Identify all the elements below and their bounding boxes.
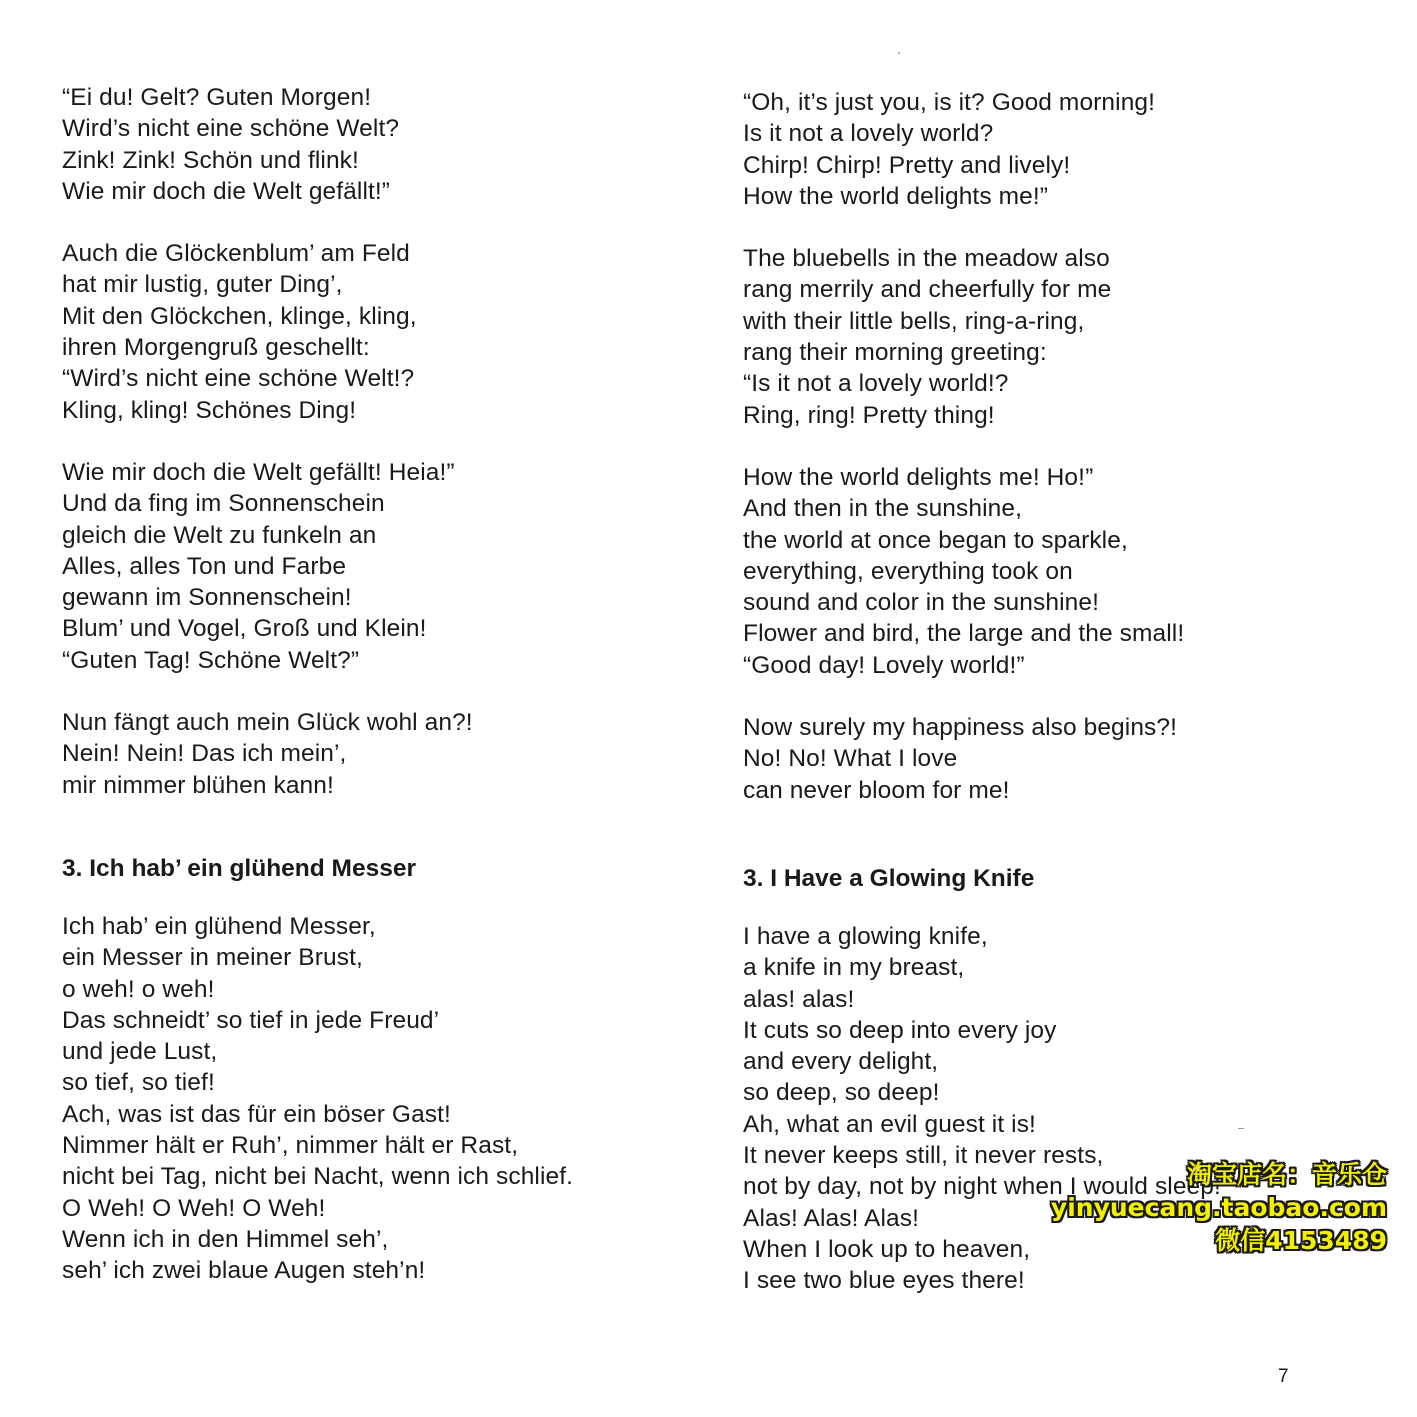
verse-line: O Weh! O Weh! O Weh! — [62, 1194, 326, 1222]
verse-line: Wenn ich in den Himmel seh’, — [62, 1225, 389, 1253]
verse-line: seh’ ich zwei blaue Augen steh’n! — [62, 1257, 426, 1285]
german-stanza-2 — [62, 238, 702, 426]
verse-line: a knife in my breast, — [743, 954, 965, 982]
verse-line: Ah, what an evil guest it is! — [743, 1110, 1036, 1138]
verse-line: sound and color in the sunshine! — [743, 589, 1099, 617]
german-stanza-1 — [62, 82, 702, 207]
scan-speck — [898, 52, 900, 54]
verse-line: Kling, kling! Schönes Ding! — [62, 396, 357, 424]
verse-line: Nein! Nein! Das ich mein’, — [62, 740, 347, 768]
watermark-shop-name: 淘宝店名：音乐仓 — [1186, 1160, 1387, 1189]
verse-line: Wird’s nicht eine schöne Welt? — [62, 115, 400, 143]
verse-line: so tief, so tief! — [62, 1069, 215, 1097]
verse-line: so deep, so deep! — [743, 1079, 940, 1107]
verse-line: rang merrily and cheerfully for me — [743, 276, 1112, 304]
verse-line: Mit den Glöckchen, klinge, kling, — [62, 302, 417, 330]
english-text-column — [743, 87, 1383, 1328]
verse-line: Nun fängt auch mein Glück wohl an?! — [62, 709, 473, 737]
verse-line: Alas! Alas! Alas! — [743, 1204, 920, 1232]
verse-line: Zink! Zink! Schön und flink! — [62, 146, 359, 174]
verse-line: mir nimmer blühen kann! — [62, 771, 334, 799]
verse-line: and every delight, — [743, 1048, 939, 1076]
verse-line: No! No! What I love — [743, 745, 958, 773]
verse-line: Das schneidt’ so tief in jede Freud’ — [62, 1006, 440, 1034]
verse-line: the world at once began to sparkle, — [743, 526, 1128, 554]
verse-line: Alles, alles Ton und Farbe — [62, 552, 347, 580]
verse-line: It never keeps still, it never rests, — [743, 1142, 1104, 1170]
verse-line: Flower and bird, the large and the small! — [743, 620, 1185, 648]
verse-line: “Ei du! Gelt? Guten Morgen! — [62, 84, 372, 111]
verse-line: I see two blue eyes there! — [743, 1267, 1025, 1295]
verse-line: rang their morning greeting: — [743, 339, 1047, 367]
verse-line: The bluebells in the meadow also — [743, 245, 1110, 273]
verse-line: Blum’ und Vogel, Groß und Klein! — [62, 615, 427, 643]
verse-line: not by day, not by night when I would sleep! — [743, 1173, 1221, 1201]
verse-line: I have a glowing knife, — [743, 922, 988, 950]
verse-line: “Wird’s nicht eine schöne Welt!? — [62, 365, 415, 393]
german-stanza-3 — [62, 457, 702, 676]
english-stanza-3 — [743, 462, 1383, 681]
verse-line: ein Messer in meiner Brust, — [62, 944, 363, 972]
verse-line: It cuts so deep into every joy — [743, 1016, 1057, 1044]
watermark-wechat: 微信4153489 — [1215, 1226, 1387, 1255]
german-text-column — [62, 82, 702, 1318]
verse-line: hat mir lustig, guter Ding’, — [62, 271, 343, 299]
german-stanza-4 — [62, 707, 702, 801]
german-song-3-lyrics — [62, 911, 702, 1287]
verse-line: everything, everything took on — [743, 557, 1073, 585]
verse-line: Wie mir doch die Welt gefällt!” — [62, 177, 391, 205]
verse-line: “Good day! Lovely world!” — [743, 651, 1025, 679]
verse-line: When I look up to heaven, — [743, 1235, 1031, 1263]
page-number: 7 — [1278, 1366, 1289, 1387]
verse-line: And then in the sunshine, — [743, 495, 1023, 523]
verse-line: gleich die Welt zu funkeln an — [62, 521, 377, 549]
verse-line: Ach, was ist das für ein böser Gast! — [62, 1100, 451, 1128]
verse-line: with their little bells, ring-a-ring, — [743, 307, 1085, 335]
verse-line: nicht bei Tag, nicht bei Nacht, wenn ich schlief. — [62, 1163, 574, 1191]
verse-line: und jede Lust, — [62, 1038, 218, 1066]
verse-line: ihren Morgengruß geschellt: — [62, 334, 370, 362]
verse-line: Now surely my happiness also begins?! — [743, 714, 1178, 742]
verse-line: Is it not a lovely world? — [743, 120, 994, 148]
english-stanza-2 — [743, 243, 1383, 431]
verse-line: Und da fing im Sonnenschein — [62, 490, 385, 518]
verse-line: Nimmer hält er Ruh’, nimmer hält er Rast, — [62, 1132, 519, 1160]
verse-line: How the world delights me!” — [743, 182, 1048, 210]
verse-line: Wie mir doch die Welt gefällt! Heia!” — [62, 458, 455, 486]
verse-line: can never bloom for me! — [743, 776, 1010, 804]
watermark-url: yinyuecang.taobao.com — [1050, 1193, 1387, 1222]
english-stanza-1 — [743, 87, 1383, 212]
english-song-3-title: 3. I Have a Glowing Knife — [743, 864, 1035, 892]
verse-line: alas! alas! — [743, 985, 855, 1013]
verse-line: How the world delights me! Ho!” — [743, 463, 1094, 491]
scan-speck — [1238, 1128, 1244, 1129]
verse-line: Auch die Glöckenblum’ am Feld — [62, 240, 410, 268]
english-stanza-4 — [743, 712, 1383, 806]
verse-line: gewann im Sonnenschein! — [62, 584, 352, 612]
verse-line: o weh! o weh! — [62, 975, 215, 1003]
verse-line: Ring, ring! Pretty thing! — [743, 401, 995, 429]
verse-line: “Oh, it’s just you, is it? Good morning! — [743, 89, 1156, 116]
verse-line: “Guten Tag! Schöne Welt?” — [62, 646, 360, 674]
verse-line: Chirp! Chirp! Pretty and lively! — [743, 151, 1071, 179]
verse-line: “Is it not a lovely world!? — [743, 370, 1009, 398]
verse-line: Ich hab’ ein glühend Messer, — [62, 912, 376, 940]
german-song-3-title: 3. Ich hab’ ein glühend Messer — [62, 854, 416, 882]
shop-watermark — [1051, 1158, 1387, 1257]
